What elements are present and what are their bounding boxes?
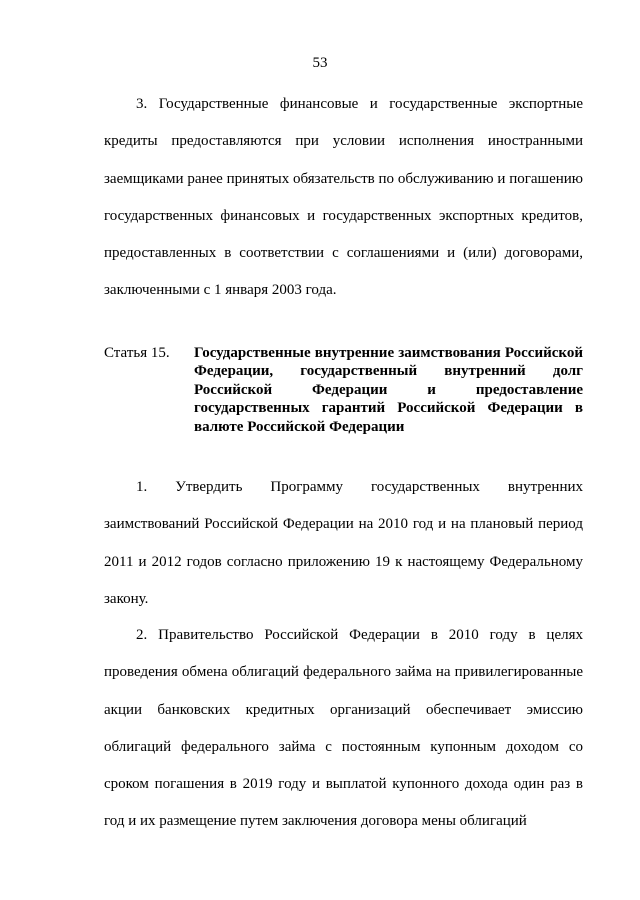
- article-title: Государственные внутренние заимствования Российской Федерации, государственный внутренний долг Российской Федерации и предоставление государственных гарантий Российской Федерации в валюте Российской Федерации: [194, 345, 583, 435]
- article-label: Статья 15.: [104, 345, 170, 361]
- clause-1: 1. Утвердить Программу государственных внутренних заимствований Российской Федерации на 2010 год и на плановый период 2011 и 2012 годов согласно приложению 19 к настоящему Федеральному закону.: [104, 479, 583, 607]
- clause-2: 2. Правительство Российской Федерации в 2010 году в целях проведения обмена облигаций федерального займа на привилегированные акции банковских кредитных организаций обеспечивает эмиссию облигаций федерального займа с постоянным купонным доходом со сроком погашения в 2019 году и выплатой купонного дохода один раз в год и их размещение путем заключения договора мены облигаций: [104, 627, 583, 830]
- page-number: 53: [312, 55, 328, 71]
- paragraph-3: 3. Государственные финансовые и государственные экспортные кредиты предоставляются при условии исполнения иностранными заемщиками ранее принятых обязательств по обслуживанию и погашению государственных финансовых и государственных экспортных кредитов, предоставленных в соответствии с соглашениями и (или) договорами, заключенными с 1 января 2003 года.: [104, 96, 583, 299]
